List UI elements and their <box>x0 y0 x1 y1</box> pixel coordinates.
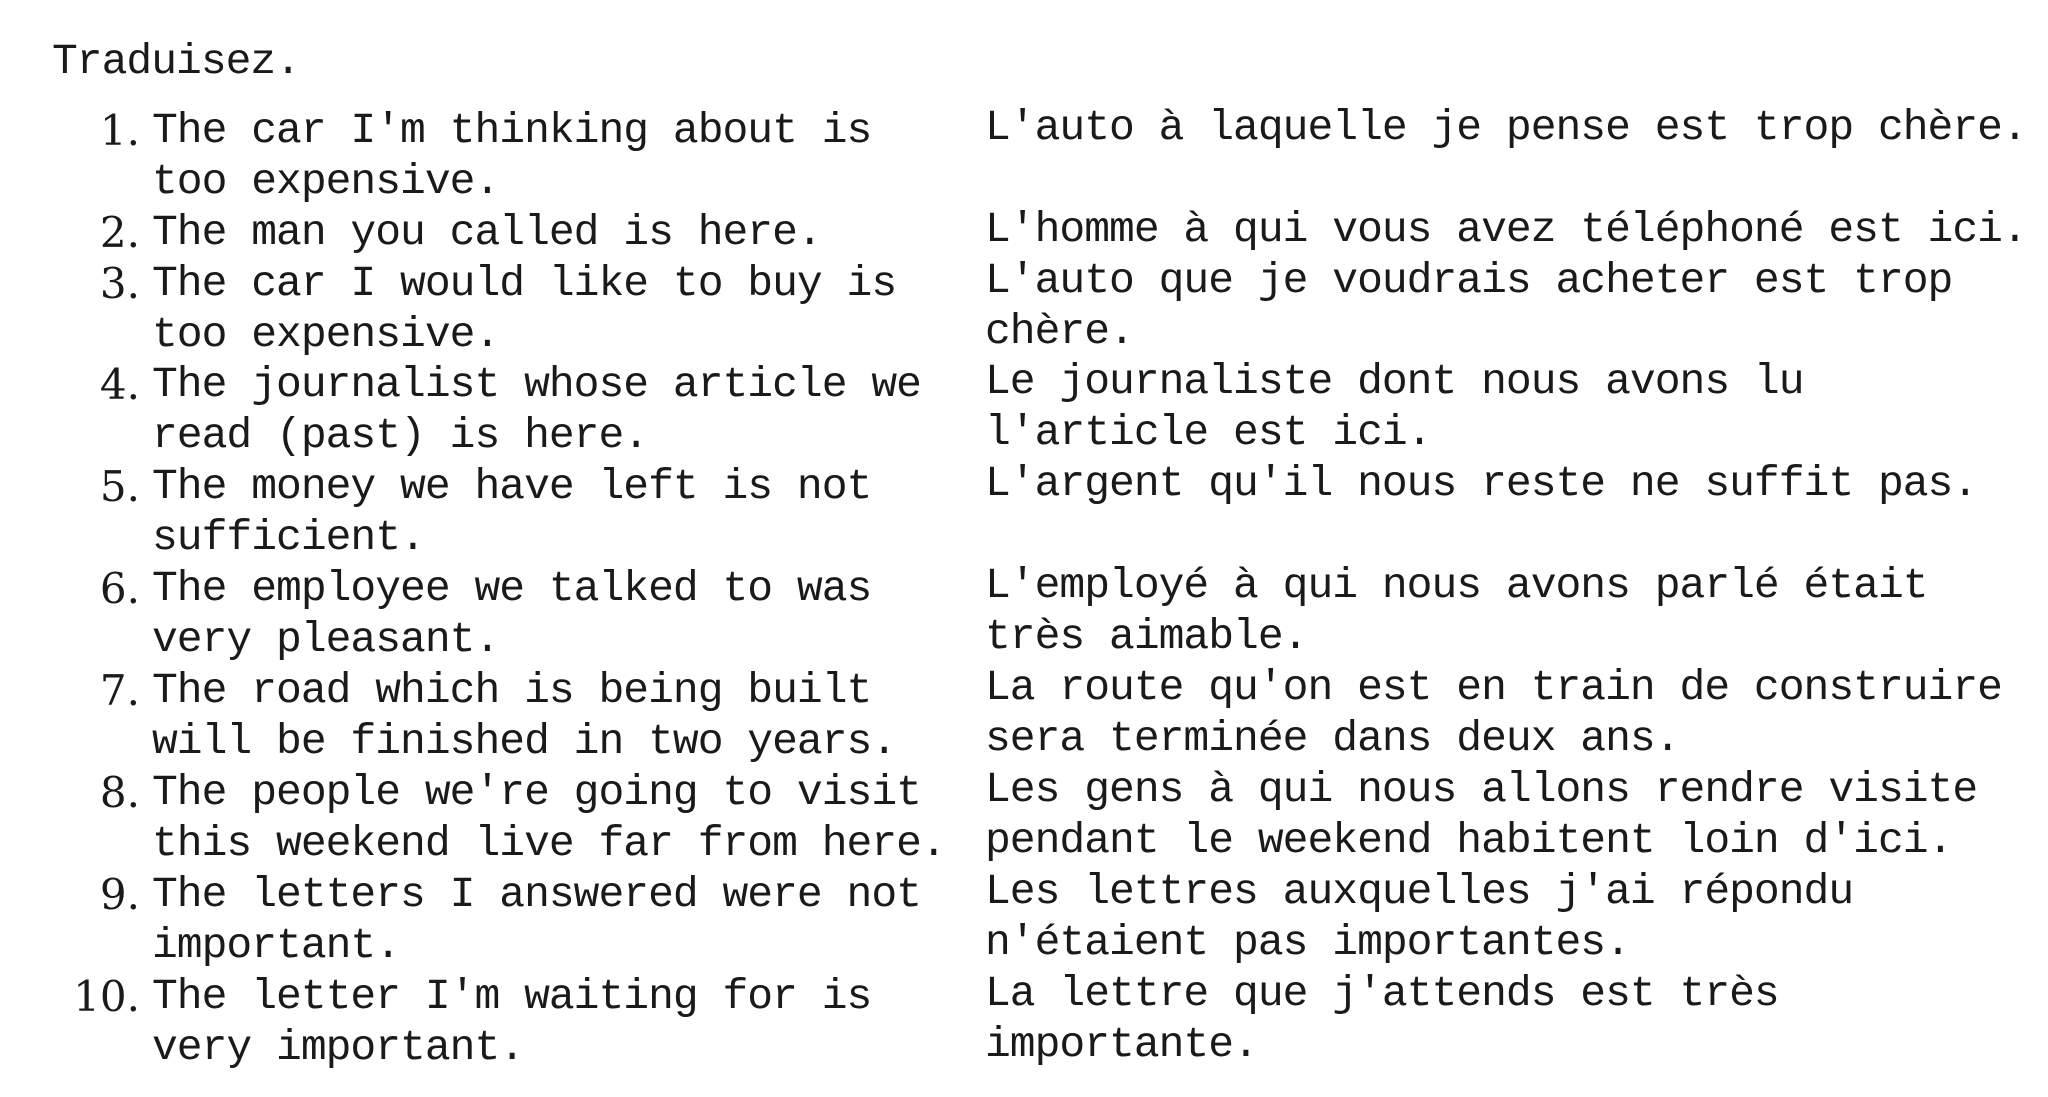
item-number: 6. <box>99 564 140 613</box>
french-translation: La lettre que j'attends est très importante. <box>985 969 1779 1069</box>
french-translation: L'homme à qui vous avez téléphoné est ici. <box>985 205 2027 254</box>
french-translation: L'employé à qui nous avons parlé était très aimable. <box>985 561 1928 661</box>
french-translation: L'auto à laquelle je pense est trop chère. <box>985 103 2027 152</box>
french-translation: Les gens à qui nous allons rendre visite pendant le weekend habitent loin d'ici. <box>985 765 1978 865</box>
english-sentence: The letters I answered were not important. <box>152 870 921 970</box>
french-translation: La route qu'on est en train de construire sera terminée dans deux ans. <box>985 663 2002 763</box>
item-number: 2. <box>99 208 140 257</box>
french-translation: L'argent qu'il nous reste ne suffit pas. <box>985 459 1978 508</box>
english-sentence: The man you called is here. <box>152 208 822 257</box>
english-sentence: The employee we talked to was very pleasant. <box>152 564 872 664</box>
item-number: 1. <box>99 106 140 155</box>
english-sentence: The road which is being built will be finished in two years. <box>152 666 897 766</box>
french-translation: Les lettres auxquelles j'ai répondu n'étaient pas importantes. <box>985 867 1854 967</box>
item-number: 7. <box>99 666 140 715</box>
page-title: Traduisez. <box>52 37 301 86</box>
french-translation: L'auto que je voudrais acheter est trop chère. <box>985 256 1953 356</box>
english-sentence: The people we're going to visit this weekend live far from here. <box>152 768 946 868</box>
item-number: 10. <box>73 972 140 1021</box>
french-translation: Le journaliste dont nous avons lu l'article est ici. <box>985 357 1804 457</box>
item-number: 3. <box>99 259 140 308</box>
english-sentence: The journalist whose article we read (past) is here. <box>152 360 921 460</box>
english-sentence: The car I'm thinking about is too expensive. <box>152 106 872 206</box>
item-number: 9. <box>99 870 140 919</box>
english-sentence: The car I would like to buy is too expensive. <box>152 259 897 359</box>
item-number: 5. <box>99 462 140 511</box>
english-sentence: The letter I'm waiting for is very important. <box>152 972 872 1072</box>
english-sentence: The money we have left is not sufficient. <box>152 462 872 562</box>
item-number: 4. <box>99 360 140 409</box>
item-number: 8. <box>99 768 140 817</box>
